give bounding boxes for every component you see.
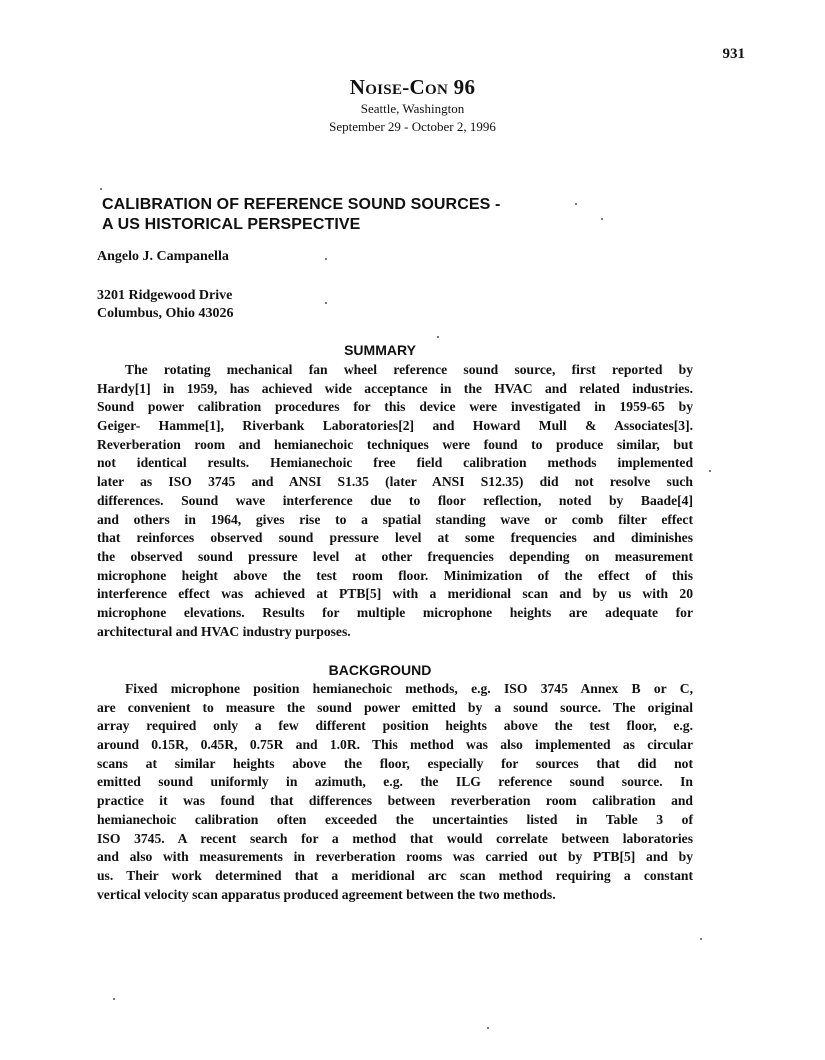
background-line: around 0.15R, 0.45R, 0.75R and 1.0R. This method was also implemented as circular (97, 737, 693, 753)
background-line: Fixed microphone position hemianechoic methods, e.g. ISO 3745 Annex B or C, (125, 681, 693, 696)
scan-speck (700, 938, 702, 940)
author-address (97, 287, 234, 323)
page-number: 931 (722, 46, 745, 62)
summary-line: Sound power calibration procedures for this device were investigated in 1959-65 by (97, 399, 693, 415)
scan-speck (100, 188, 102, 190)
summary-line: interference effect was achieved at PTB[5] with a meridional scan and by us with 20 (97, 586, 693, 602)
summary-line: microphone height above the test room floor. Minimization of the effect of this (97, 567, 693, 583)
background-line: are convenient to measure the sound power emitted by a sound source. The original (97, 699, 693, 715)
title-line-2: A US HISTORICAL PERSPECTIVE (102, 216, 361, 233)
summary-line: later as ISO 3745 and ANSI S1.35 (later ANSI S12.35) did not resolve such (97, 474, 693, 490)
summary-line: Geiger- Hamme[1], Riverbank Laboratories[2] and Howard Mull & Associates[3]. (97, 418, 693, 434)
scan-speck (575, 203, 577, 205)
summary-line: and others in 1964, gives rise to a spatial standing wave or comb filter effect (97, 511, 693, 527)
summary-line: differences. Sound wave interference due to floor reflection, noted by Baade[4] (97, 492, 693, 508)
scan-speck (325, 258, 327, 260)
scan-speck (113, 998, 115, 1000)
conference-name: Noise-Con 96 (349, 75, 476, 99)
address-city: Columbus, Ohio 43026 (97, 306, 234, 321)
scan-speck (325, 302, 327, 304)
background-paragraph (97, 680, 693, 904)
background-line: vertical velocity scan apparatus produced agreement between the two methods. (97, 886, 556, 902)
background-line: array required only a few different position heights above the test floor, e.g. (97, 718, 693, 734)
background-line: hemianechoic calibration often exceeded the uncertainties listed in Table 3 of (97, 811, 693, 827)
scan-speck (601, 218, 603, 220)
scan-speck (487, 1027, 489, 1029)
background-line: scans at similar heights above the floor, especially for sources that did not (97, 755, 693, 771)
summary-line: microphone elevations. Results for multiple microphone heights are adequate for (97, 604, 693, 620)
background-line: ISO 3745. A recent search for a method that would correlate between laboratories (97, 830, 693, 846)
background-line: and also with measurements in reverberation rooms was carried out by PTB[5] and by (97, 849, 693, 865)
scan-speck (709, 470, 711, 472)
summary-line: the observed sound pressure level at other frequencies depending on measurement (97, 548, 693, 564)
summary-line: Hardy[1] in 1959, has achieved wide acceptance in the HVAC and related industries. (97, 380, 693, 396)
background-line: us. Their work determined that a meridional arc scan method requiring a constant (97, 867, 693, 883)
conference-dates: September 29 - October 2, 1996 (329, 119, 496, 134)
summary-paragraph (97, 361, 693, 641)
paper-title (102, 195, 702, 235)
address-street: 3201 Ridgewood Drive (97, 288, 233, 303)
author-name: Angelo J. Campanella (97, 249, 229, 264)
background-line: practice it was found that differences between reverberation room calibration and (97, 793, 693, 809)
conference-location: Seattle, Washington (360, 101, 465, 116)
summary-line: Reverberation room and hemianechoic techniques were found to produce similar, but (97, 436, 693, 452)
conference-header (0, 74, 825, 136)
summary-line: not identical results. Hemianechoic free field calibration methods implemented (97, 455, 693, 471)
summary-line: The rotating mechanical fan wheel reference sound source, first reported by (125, 362, 693, 377)
scan-speck (437, 336, 439, 338)
background-heading: BACKGROUND (328, 662, 432, 678)
summary-line: that reinforces observed sound pressure level at some frequencies and diminishes (97, 530, 693, 546)
background-line: emitted sound uniformly in azimuth, e.g. the ILG reference sound source. In (97, 774, 693, 790)
summary-line: architectural and HVAC industry purposes. (97, 623, 351, 639)
title-line-1: CALIBRATION OF REFERENCE SOUND SOURCES - (102, 196, 501, 213)
summary-heading: SUMMARY (344, 342, 416, 358)
